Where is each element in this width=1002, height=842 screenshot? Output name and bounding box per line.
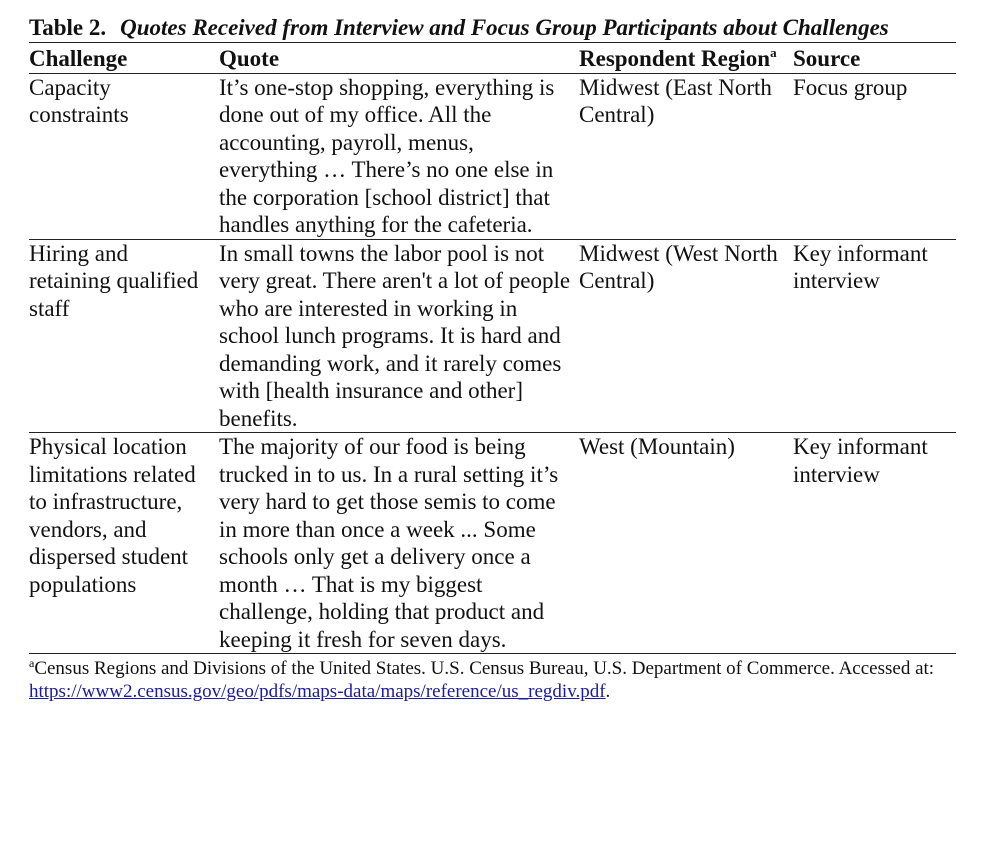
cell-challenge: Physical location limitations related to infrastructure, vendors, and dispersed student populations [29, 434, 196, 597]
table-row [29, 433, 956, 654]
header-region-label: Respondent Region [579, 46, 771, 71]
header-source: Source [793, 46, 861, 71]
table-header-row [29, 43, 956, 74]
table-caption [29, 14, 956, 42]
cell-quote: It’s one-stop shopping, everything is done out of my office. All the accounting, payroll, menus, everything … There’s no one else in the corporation [school district] that handles anything for the cafeteria. [219, 74, 555, 237]
cell-source: Focus group [793, 74, 908, 100]
cell-source: Key informant interview [793, 434, 928, 487]
table-caption-title: Quotes Received from Interview and Focus Group Participants about Challenges [120, 15, 889, 40]
cell-region: Midwest (West North Central) [579, 240, 778, 293]
header-quote: Quote [219, 46, 280, 71]
cell-challenge: Capacity constraints [29, 74, 129, 127]
census-regions-link[interactable]: https://www2.census.gov/geo/pdfs/maps-data/maps/reference/us_regdiv.pdf [29, 681, 606, 702]
header-region [579, 43, 793, 74]
table-footnote [29, 657, 956, 703]
document-page [29, 14, 956, 703]
footnote-trailing: . [605, 681, 611, 702]
cell-region: West (Mountain) [579, 434, 735, 459]
table-row [29, 239, 956, 433]
table-row [29, 73, 956, 239]
cell-source: Key informant interview [793, 240, 928, 293]
challenges-table [29, 42, 956, 654]
header-challenge: Challenge [29, 46, 128, 71]
cell-quote: In small towns the labor pool is not very great. There aren't a lot of people who are interested in working in school lunch programs. It is hard and demanding work, and it rarely comes with [health insurance and other] benefits. [219, 240, 571, 431]
footnote-text: Census Regions and Divisions of the United States. U.S. Census Bureau, U.S. Department of Commerce. Accessed at: [34, 658, 935, 679]
footnote-marker: a [29, 656, 35, 670]
cell-quote: The majority of our food is being trucked in to us. In a rural setting it’s very hard to get those semis to come in more than once a week ... Some schools only get a delivery once a month … That is my biggest challenge, holding that product and keeping it fresh for seven days. [219, 434, 559, 652]
table-caption-label: Table 2. [29, 15, 107, 40]
cell-region: Midwest (East North Central) [579, 74, 772, 127]
cell-challenge: Hiring and retaining qualified staff [29, 240, 199, 321]
header-region-footnote-marker: a [770, 45, 777, 60]
